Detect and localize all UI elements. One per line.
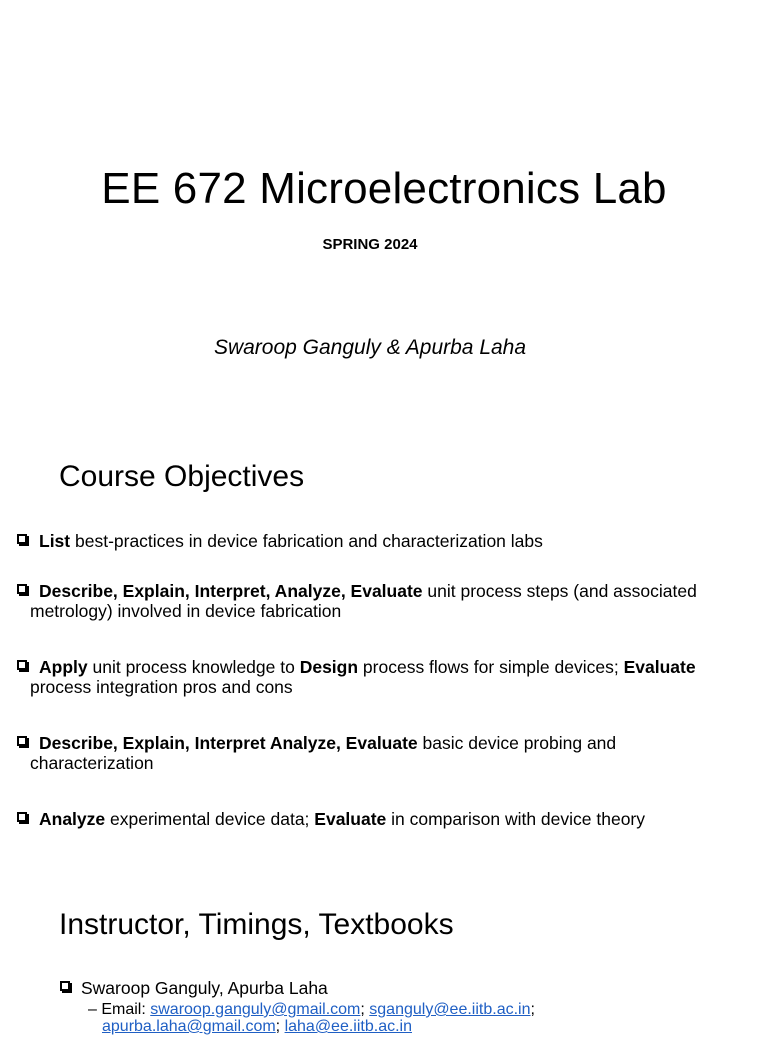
instructor-emails-line2 xyxy=(102,1017,412,1037)
email-separator: ; xyxy=(275,1018,285,1035)
objective-item xyxy=(17,581,762,621)
objective-item xyxy=(17,531,762,551)
objective-bold: Apply xyxy=(39,657,88,677)
email-prefix: – Email: xyxy=(88,1001,151,1018)
objective-text: in comparison with device theory xyxy=(386,809,646,829)
email-link-2[interactable]: sganguly@ee.iitb.ac.in xyxy=(369,1001,531,1018)
instructor-names: Swaroop Ganguly, Apurba Laha xyxy=(81,978,328,998)
email-separator: ; xyxy=(360,1001,370,1018)
slide-title: EE 672 Microelectronics Lab xyxy=(101,164,667,213)
objective-bold: Design xyxy=(299,657,359,677)
objective-bold: Describe, Explain, Interpret Analyze, Evaluate xyxy=(39,733,418,753)
objective-line2: characterization xyxy=(30,753,154,773)
objective-text: unit process knowledge to xyxy=(87,657,300,677)
checkbox-bullet-icon xyxy=(17,736,27,746)
objective-bold: Evaluate xyxy=(314,809,387,829)
objective-item xyxy=(17,733,762,773)
objective-item xyxy=(17,809,762,829)
email-link-1[interactable]: swaroop.ganguly@gmail.com xyxy=(150,1001,361,1018)
email-link-3[interactable]: apurba.laha@gmail.com xyxy=(102,1018,276,1035)
instructor-item xyxy=(60,978,328,998)
slide-authors: Swaroop Ganguly & Apurba Laha xyxy=(213,336,527,359)
objective-line2: process integration pros and cons xyxy=(30,677,293,697)
checkbox-bullet-icon xyxy=(17,812,27,822)
objective-item xyxy=(17,657,762,697)
objective-line2: metrology) involved in device fabrication xyxy=(30,601,342,621)
objective-text: best-practices in device fabrication and characterization labs xyxy=(70,531,543,551)
checkbox-bullet-icon xyxy=(60,981,70,991)
objective-bold: Analyze xyxy=(39,809,106,829)
objective-text: unit process steps (and associated xyxy=(422,581,697,601)
email-separator: ; xyxy=(530,1001,535,1018)
checkbox-bullet-icon xyxy=(17,660,27,670)
objective-text: experimental device data; xyxy=(105,809,315,829)
email-link-4[interactable]: laha@ee.iitb.ac.in xyxy=(284,1018,412,1035)
checkbox-bullet-icon xyxy=(17,534,27,544)
objectives-heading: Course Objectives xyxy=(59,460,305,493)
objective-bold: Evaluate xyxy=(623,657,696,677)
instructors-heading: Instructor, Timings, Textbooks xyxy=(59,908,454,941)
objective-text: process flows for simple devices; xyxy=(358,657,624,677)
objective-bold: Describe, Explain, Interpret, Analyze, Evaluate xyxy=(39,581,423,601)
objective-bold: List xyxy=(39,531,71,551)
checkbox-bullet-icon xyxy=(17,584,27,594)
objective-text: basic device probing and xyxy=(417,733,617,753)
slide-subtitle: SPRING 2024 xyxy=(322,236,418,253)
